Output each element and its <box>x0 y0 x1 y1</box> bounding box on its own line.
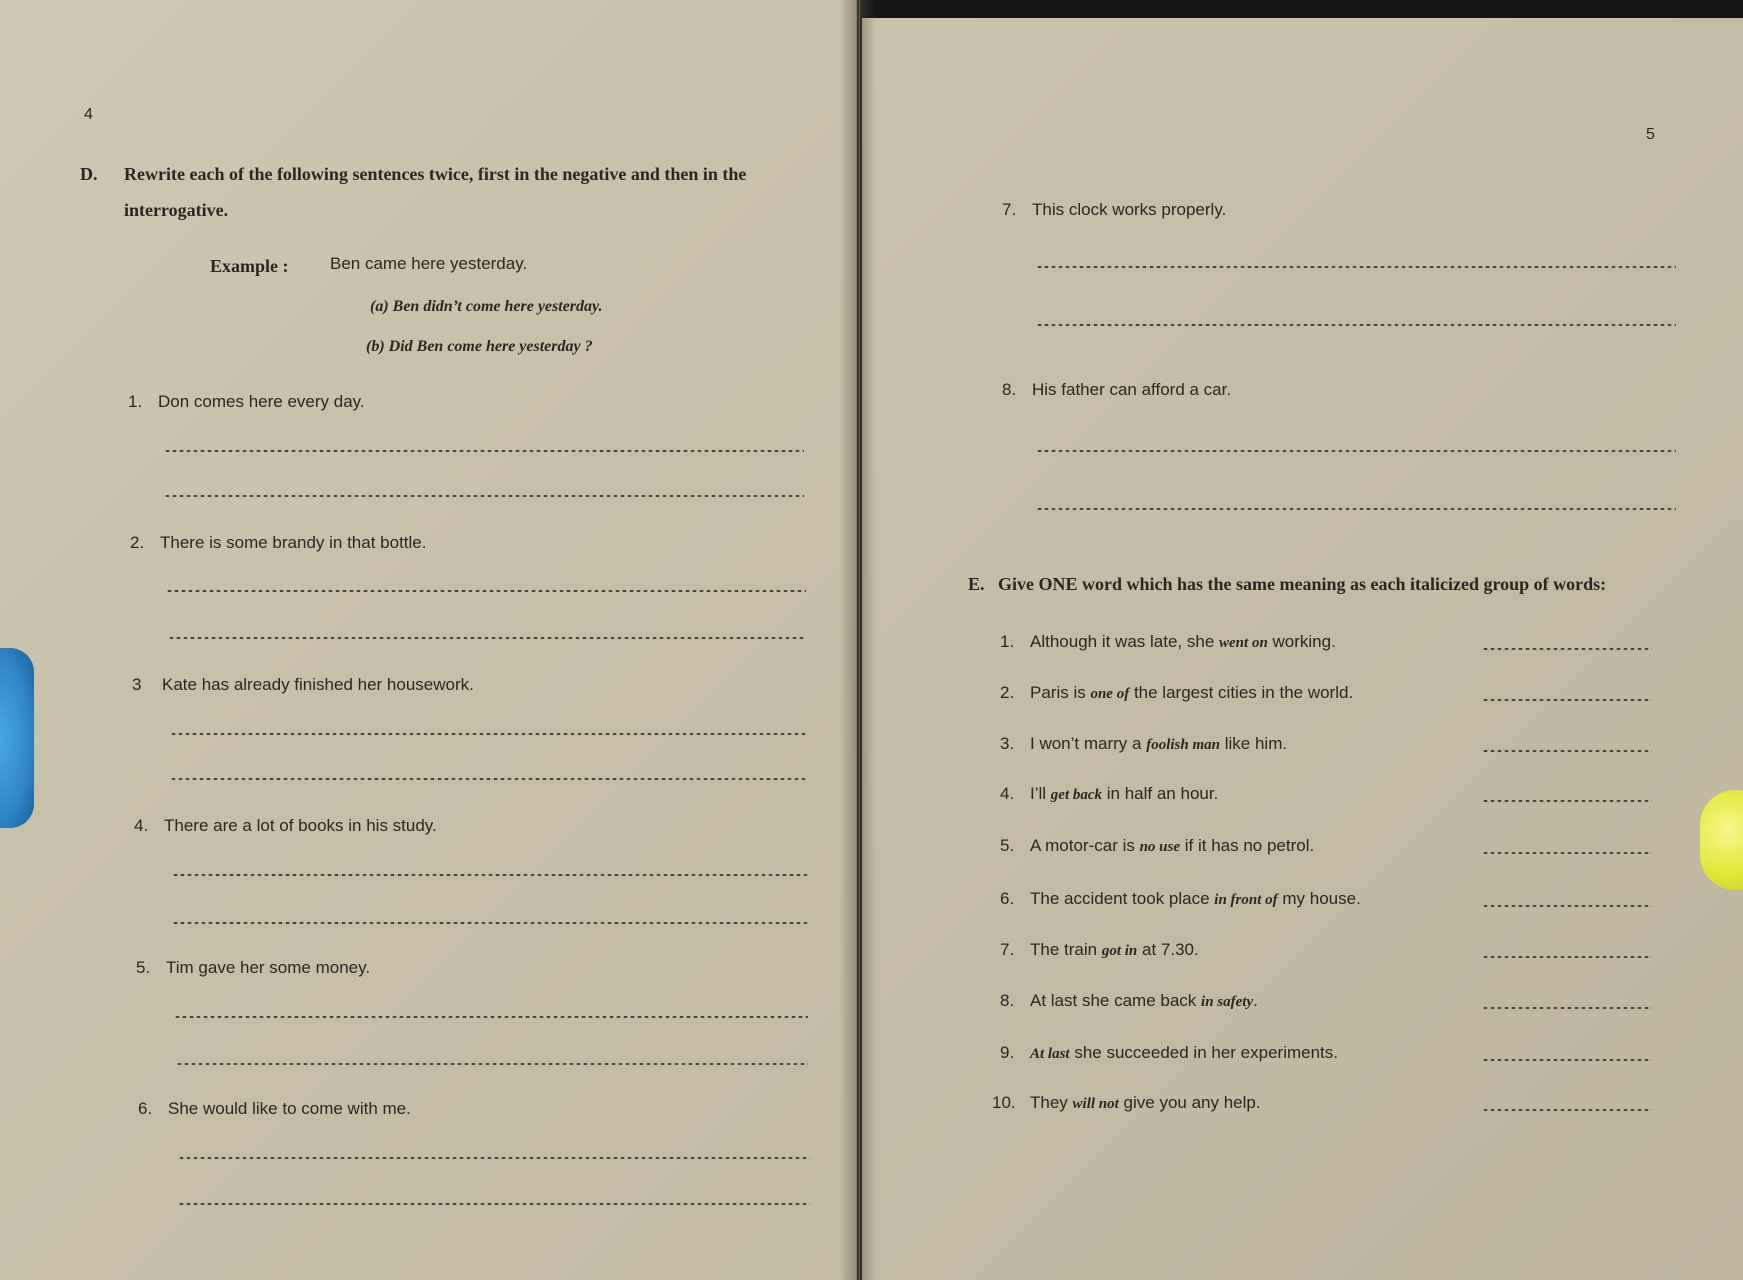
exercise-item <box>128 392 365 412</box>
item-number: 10. <box>992 1093 1016 1112</box>
page-number-left: 4 <box>84 106 93 123</box>
answer-line[interactable] <box>1482 648 1652 650</box>
item-text-after: give you any help. <box>1123 1093 1261 1112</box>
item-text: She would like to come with me. <box>168 1099 411 1118</box>
item-text-after: like him. <box>1224 734 1288 753</box>
word-item <box>1000 836 1314 856</box>
italic-phrase: one of <box>1090 686 1130 702</box>
answer-line[interactable] <box>178 1157 810 1159</box>
item-text-before: The train <box>1030 940 1098 959</box>
left-page <box>0 0 860 1280</box>
item-text-after: at 7.30. <box>1142 940 1199 959</box>
answer-line[interactable] <box>1036 508 1676 510</box>
italic-phrase: foolish man <box>1146 737 1220 753</box>
answer-line[interactable] <box>1036 266 1676 268</box>
answer-line[interactable] <box>172 874 808 876</box>
answer-line[interactable] <box>166 590 806 592</box>
item-text-before: Although it was late, she <box>1030 632 1215 651</box>
answer-line[interactable] <box>170 733 806 735</box>
exercise-item <box>1002 200 1226 220</box>
item-number: 1. <box>1000 632 1015 651</box>
item-text-after: . <box>1253 991 1258 1010</box>
word-item <box>1000 632 1336 652</box>
item-text-before: Paris is <box>1030 683 1086 702</box>
word-item <box>1000 1043 1338 1063</box>
item-number: 3 <box>132 675 142 694</box>
item-text-after: if it has no petrol. <box>1184 836 1315 855</box>
answer-line[interactable] <box>1482 750 1652 752</box>
italic-phrase: At last <box>1030 1046 1070 1062</box>
section-e-heading <box>968 566 1728 602</box>
exercise-item <box>138 1099 411 1119</box>
right-page <box>862 18 1743 1280</box>
section-d-instruction: Rewrite each of the following sentences twice, first in the negative and then in the interrogative. <box>124 164 747 220</box>
item-number: 6. <box>1000 889 1015 908</box>
italic-phrase: in safety <box>1201 994 1254 1010</box>
item-number: 1. <box>128 392 143 411</box>
example-label: Example : <box>210 256 289 276</box>
item-number: 7. <box>1000 940 1015 959</box>
italic-phrase: no use <box>1139 839 1181 855</box>
item-text-before: The accident took place <box>1030 889 1210 908</box>
exercise-item <box>132 675 474 695</box>
item-number: 2. <box>1000 683 1015 702</box>
answer-line[interactable] <box>172 922 808 924</box>
word-item <box>1000 734 1287 754</box>
answer-line[interactable] <box>164 495 804 497</box>
item-number: 5. <box>1000 836 1015 855</box>
section-d-letter: D. <box>80 164 98 184</box>
italic-phrase: went on <box>1219 635 1268 651</box>
section-e-instruction: Give ONE word which has the same meaning as each italicized group of words: <box>998 574 1607 594</box>
item-text: His father can afford a car. <box>1032 380 1232 399</box>
answer-line[interactable] <box>1482 1007 1652 1009</box>
item-number: 3. <box>1000 734 1015 753</box>
item-text: Tim gave her some money. <box>166 958 371 977</box>
answer-line[interactable] <box>1482 1109 1652 1111</box>
item-number: 8. <box>1002 380 1017 399</box>
item-text-after: my house. <box>1282 889 1361 908</box>
answer-line[interactable] <box>1482 1059 1652 1061</box>
italic-phrase: in front of <box>1214 892 1278 908</box>
answer-line[interactable] <box>1482 905 1652 907</box>
item-number: 8. <box>1000 991 1015 1010</box>
answer-line[interactable] <box>1482 852 1652 854</box>
example-sentence: Ben came here yesterday. <box>330 254 528 273</box>
answer-line[interactable] <box>168 637 806 639</box>
item-number: 9. <box>1000 1043 1015 1062</box>
answer-line[interactable] <box>164 450 804 452</box>
item-text: Don comes here every day. <box>158 392 365 411</box>
answer-line[interactable] <box>1482 956 1652 958</box>
answer-line[interactable] <box>178 1203 810 1205</box>
exercise-item <box>136 958 370 978</box>
item-text-after: in half an hour. <box>1106 784 1219 803</box>
item-text-after: she succeeded in her experiments. <box>1074 1043 1338 1062</box>
italic-phrase: get back <box>1050 787 1103 803</box>
word-item <box>1000 683 1353 703</box>
exercise-item <box>134 816 437 836</box>
item-number: 6. <box>138 1099 153 1118</box>
answer-line[interactable] <box>174 1016 808 1018</box>
italic-phrase: will not <box>1072 1096 1119 1112</box>
word-item <box>1000 784 1218 804</box>
word-item <box>1000 940 1199 960</box>
item-number: 4. <box>134 816 149 835</box>
answer-line[interactable] <box>1482 699 1652 701</box>
word-item <box>1000 889 1361 909</box>
exercise-item <box>1002 380 1231 400</box>
item-text: There are a lot of books in his study. <box>164 816 437 835</box>
answer-line[interactable] <box>1482 800 1652 802</box>
word-item <box>1000 991 1258 1011</box>
item-text-before: I won’t marry a <box>1030 734 1142 753</box>
item-text: This clock works properly. <box>1032 200 1227 219</box>
section-e-letter: E. <box>968 574 985 594</box>
answer-line[interactable] <box>170 778 806 780</box>
example-interrogative: (b) Did Ben come here yesterday ? <box>366 338 593 355</box>
item-text-before: They <box>1030 1093 1068 1112</box>
answer-line[interactable] <box>1036 324 1676 326</box>
item-text: There is some brandy in that bottle. <box>160 533 427 552</box>
item-number: 2. <box>130 533 145 552</box>
italic-phrase: got in <box>1101 943 1138 959</box>
yellow-page-tab <box>1700 790 1743 890</box>
book-gutter <box>840 0 876 1280</box>
page-number-right: 5 <box>1646 126 1655 143</box>
item-text: Kate has already finished her housework. <box>162 675 474 694</box>
item-number: 4. <box>1000 784 1015 803</box>
word-item <box>992 1093 1261 1113</box>
item-text-after: the largest cities in the world. <box>1133 683 1354 702</box>
section-d-heading <box>80 156 854 228</box>
item-text-before: I’ll <box>1030 784 1047 803</box>
example-negative: (a) Ben didn’t come here yesterday. <box>370 298 603 315</box>
item-text-before: A motor-car is <box>1030 836 1135 855</box>
answer-line[interactable] <box>1036 450 1676 452</box>
answer-line[interactable] <box>176 1063 808 1065</box>
item-text-after: working. <box>1272 632 1336 651</box>
blue-page-tab <box>0 648 34 828</box>
exercise-item <box>130 533 426 553</box>
item-text-before: At last she came back <box>1030 991 1197 1010</box>
item-number: 7. <box>1002 200 1017 219</box>
item-number: 5. <box>136 958 151 977</box>
